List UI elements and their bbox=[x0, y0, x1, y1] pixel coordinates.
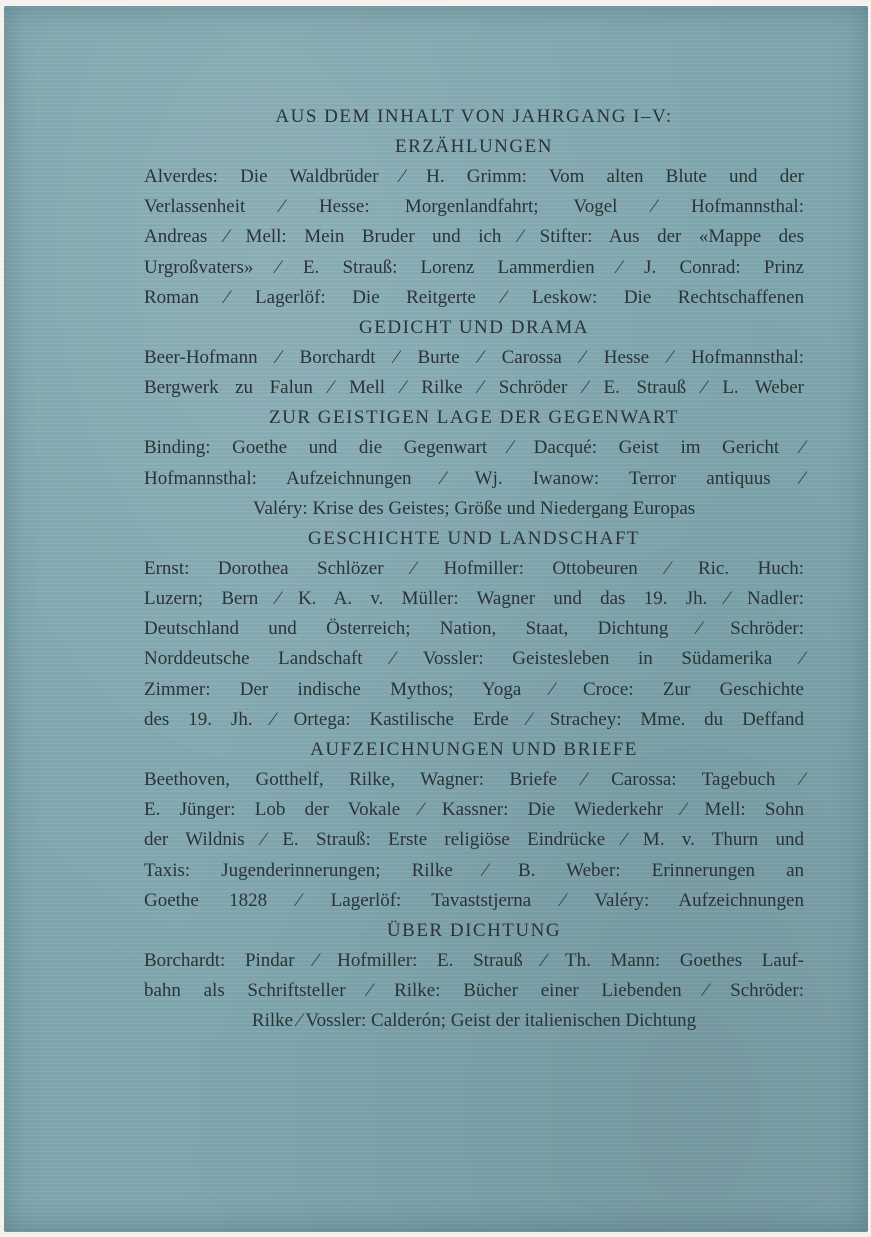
text-line: E. Jünger: Lob der Vokale ⁄ Kassner: Die Wiederkehr ⁄ Mell: Sohn bbox=[144, 799, 804, 821]
text-line: Bergwerk zu Falun ⁄ Mell ⁄ Rilke ⁄ Schröder ⁄ E. Strauß ⁄ L. Weber bbox=[144, 377, 804, 399]
section-heading: GESCHICHTE UND LANDSCHAFT bbox=[307, 527, 640, 549]
text-line: Taxis: Jugenderinnerungen; Rilke ⁄ B. Weber: Erinnerungen an bbox=[144, 859, 804, 881]
text-line: der Wildnis ⁄ E. Strauß: Erste religiöse Eindrücke ⁄ M. v. Thurn und bbox=[144, 829, 804, 851]
text-line: Deutschland und Österreich; Nation, Staat, Dichtung ⁄ Schröder: bbox=[144, 618, 804, 640]
text-line: des 19. Jh. ⁄ Ortega: Kastilische Erde ⁄ Strachey: Mme. du Deffand bbox=[144, 708, 804, 730]
section-ueber-dichtung bbox=[144, 916, 804, 1037]
text-line: Alverdes: Die Waldbrüder ⁄ H. Grimm: Vom alten Blute und der bbox=[144, 166, 804, 187]
page-title: AUS DEM INHALT VON JAHRGANG I–V: bbox=[275, 106, 673, 127]
section-geistige-lage bbox=[144, 403, 804, 524]
text-line: Hofmannsthal: Aufzeichnungen ⁄ Wj. Iwanow: Terror antiquus ⁄ bbox=[144, 467, 804, 489]
text-line: Verlassenheit ⁄ Hesse: Morgenlandfahrt; Vogel ⁄ Hofmannsthal: bbox=[144, 196, 804, 218]
text-line: bahn als Schriftsteller ⁄ Rilke: Bücher einer Liebenden ⁄ Schröder: bbox=[144, 980, 804, 1002]
section-erzaehlungen bbox=[144, 132, 804, 313]
text-line: Beer-Hofmann ⁄ Borchardt ⁄ Burte ⁄ Carossa ⁄ Hesse ⁄ Hofmannsthal: bbox=[144, 346, 804, 368]
text-line: Beethoven, Gotthelf, Rilke, Wagner: Briefe ⁄ Carossa: Tagebuch ⁄ bbox=[144, 769, 804, 790]
section-aufzeichnungen-und-briefe bbox=[144, 735, 804, 916]
text-line: Binding: Goethe und die Gegenwart ⁄ Dacqué: Geist im Gericht ⁄ bbox=[144, 437, 804, 459]
section-heading: ZUR GEISTIGEN LAGE DER GEGENWART bbox=[269, 407, 679, 429]
text-line: Roman ⁄ Lagerlöf: Die Reitgerte ⁄ Leskow: Die Rechtschaffenen bbox=[144, 286, 804, 308]
text-line: Borchardt: Pindar ⁄ Hofmiller: E. Strauß ⁄ Th. Mann: Goethes Lauf- bbox=[144, 949, 804, 971]
text-line: Goethe 1828 ⁄ Lagerlöf: Tavaststjerna ⁄ Valéry: Aufzeichnungen bbox=[144, 889, 804, 911]
page-sheet bbox=[4, 6, 868, 1232]
contents-listing bbox=[144, 102, 804, 1037]
text-line: Valéry: Krise des Geistes; Größe und Niedergang Europas bbox=[252, 497, 696, 519]
text-line: Zimmer: Der indische Mythos; Yoga ⁄ Croce: Zur Geschichte bbox=[144, 678, 804, 700]
section-heading: GEDICHT UND DRAMA bbox=[359, 316, 589, 338]
text-line: Luzern; Bern ⁄ K. A. v. Müller: Wagner und das 19. Jh. ⁄ Nadler: bbox=[144, 588, 804, 610]
section-heading: ERZÄHLUNGEN bbox=[395, 136, 553, 157]
text-line: Rilke ⁄ Vossler: Calderón; Geist der italienischen Dichtung bbox=[251, 1010, 697, 1032]
section-gedicht-und-drama bbox=[144, 313, 804, 403]
section-geschichte-und-landschaft bbox=[144, 524, 804, 735]
text-line: Andreas ⁄ Mell: Mein Bruder und ich ⁄ Stifter: Aus der «Mappe des bbox=[144, 226, 804, 248]
text-line: Ernst: Dorothea Schlözer ⁄ Hofmiller: Ottobeuren ⁄ Ric. Huch: bbox=[144, 557, 804, 579]
section-heading: AUFZEICHNUNGEN UND BRIEFE bbox=[310, 739, 638, 760]
text-line: Norddeutsche Landschaft ⁄ Vossler: Geistesleben in Südamerika ⁄ bbox=[144, 648, 804, 670]
text-line: Urgroßvaters» ⁄ E. Strauß: Lorenz Lammerdien ⁄ J. Conrad: Prinz bbox=[144, 256, 804, 278]
section-heading: ÜBER DICHTUNG bbox=[386, 919, 562, 941]
